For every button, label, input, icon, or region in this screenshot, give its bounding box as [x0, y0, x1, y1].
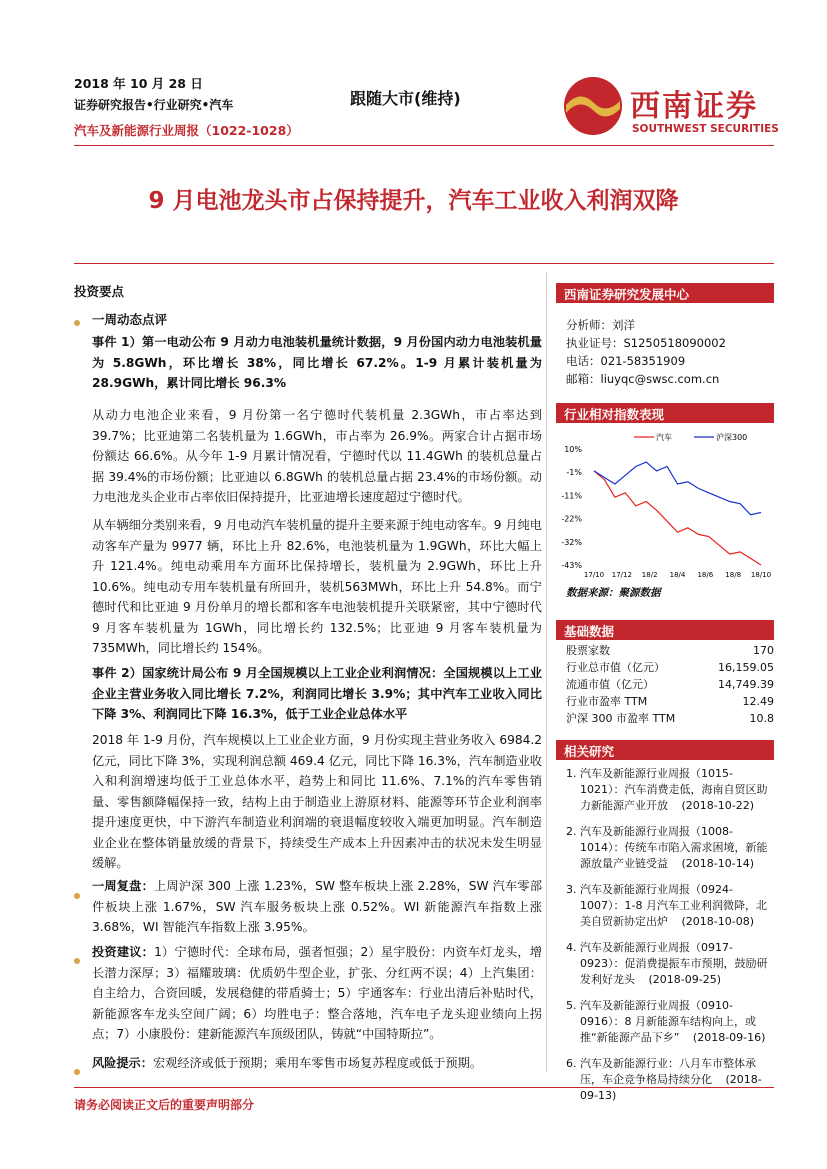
weekly-review	[92, 876, 542, 938]
event2-summary: 事件 2）国家统计局公布 9 月全国规模以上工业企业利润情况：全国规模以上工业企业主营业务收入同比增长 7.2%，利润同比增长 3.9%；其中汽车工业收入同比下降 3%、利润同比下降 16.3%，低于工业企业总体水平	[92, 666, 542, 721]
related-research-item[interactable]	[566, 998, 774, 1046]
item-number: 4.	[566, 941, 577, 954]
y-tick-label: -43%	[561, 561, 582, 570]
item-number: 3.	[566, 883, 577, 896]
basic-data-header: 基础数据	[556, 620, 774, 640]
item-date: (2018-10-22)	[681, 799, 755, 812]
investment-advice	[92, 942, 542, 1045]
related-research-list	[566, 766, 774, 1114]
section-title: 投资要点	[74, 284, 125, 299]
basic-data-key: 沪深 300 市盈率 TTM	[566, 712, 676, 725]
series-line-auto	[594, 471, 761, 565]
item-title: 汽车及新能源行业周报（1008-1014）：传统车市陷入需求困境，新能源放量产业链受益	[580, 825, 768, 870]
related-research-item[interactable]	[566, 1056, 774, 1104]
advice-text: 1）宁德时代：全球布局，强者恒强；2）星宇股份：内资车灯龙头，增长潜力深厚；3）福耀玻璃：优质奶牛型企业，扩张、分红两不误；4）上汽集团：自主给力，合资回暖，发展稳健的带盾骑士；5）宇通客车：行业出清后补贴时代，新能源客车龙头空间广阔；6）均胜电子：整合落地，汽车电子龙头迎业绩向上拐点；7）小康股份：建新能源汽车顶级团队，铸就“中国特斯拉”。	[92, 945, 543, 1041]
legend-label: 沪深300	[716, 433, 748, 442]
related-research-item[interactable]	[566, 824, 774, 872]
related-research-item[interactable]	[566, 940, 774, 988]
data-source: 数据来源：聚源数据	[566, 587, 661, 599]
item-title: 汽车及新能源行业周报（0917-0923）：促消费提振车市预期，鼓励研发利好龙头	[580, 941, 768, 986]
item-number: 5.	[566, 999, 577, 1012]
advice-label: 投资建议：	[92, 945, 155, 959]
event1-summary: 事件 1）第一电动公布 9 月动力电池装机量统计数据，9 月份国内动力电池装机量为 5.8GWh，环比增长 38%，同比增长 67.2%。1-9 月累计装机量为 28.9GWh，累计同比增长 96.3%	[92, 335, 542, 390]
y-tick-label: -1%	[566, 468, 582, 478]
phone: 电话：021-58351909	[566, 354, 686, 368]
x-tick-label: 18/10	[750, 571, 772, 579]
basic-data-value: 12.49	[742, 695, 774, 708]
series-line-hs300	[594, 462, 761, 515]
basic-data-row	[566, 642, 774, 659]
license: 执业证号：S1250518090002	[566, 336, 726, 350]
email: 邮箱：liuyqc@swsc.com.cn	[566, 372, 720, 386]
item-date: (2018-10-08)	[681, 915, 755, 928]
y-tick-label: -22%	[561, 514, 582, 524]
x-tick-label: 18/4	[669, 571, 686, 579]
rating: 跟随大市(维持)	[350, 89, 461, 108]
item-title: 汽车及新能源行业：八月车市整体承压，车企竞争格局持续分化	[580, 1057, 756, 1086]
x-tick-label: 17/12	[611, 571, 632, 579]
company-logo	[560, 73, 779, 143]
risk-warning	[92, 1053, 542, 1074]
index-header: 行业相对指数表现	[556, 403, 774, 423]
column-divider	[546, 272, 547, 1072]
related-research-header: 相关研究	[556, 740, 774, 760]
x-tick-label: 17/10	[583, 571, 605, 579]
analyst: 分析师：刘洋	[566, 318, 635, 332]
bullet-icon	[74, 884, 80, 903]
paragraph: 2018 年 1-9 月份，汽车规模以上工业企业方面，9 月份实现主营业务收入 6984.2 亿元，同比下降 3%，实现利润总额 469.4 亿元，同比下降 16.3%，汽车制造业收入和利润增速均低于工业总体水平，趋势上和同比 11.6%、7.1%的汽车零售销量、零售额降幅保持一致，结构上由于制造业上游原材料、能源等环节企业利润率提升速度更快，中下游汽车制造业利润端的衰退幅度较收入端更加明显。汽车制造业企业在整体销量放缓的背景下，持续受生产成本上升因素冲击的状况未发生明显缓解。	[92, 733, 542, 870]
risk-text: 宏观经济或低于预期；乘用车零售市场复苏程度或低于预期。	[152, 1056, 482, 1070]
basic-data-key: 行业总市值（亿元）	[566, 661, 665, 674]
basic-data-row	[566, 693, 774, 710]
logo-cn-text: 西南证券	[630, 89, 758, 124]
paragraph: 从动力电池企业来看，9 月份第一名宁德时代装机量 2.3GWh，市占率达到 39.7%；比亚迪第二名装机量为 1.6GWh，市占率为 26.9%。两家合计占据市场份额达 66.6%。从今年 1-9 月累计情况看，宁德时代以 11.4GWh 的装机总量占据 39.4%的市场份额；比亚迪以 6.8GWh 的装机总量占据 23.4%的市场份额。动力电池龙头企业市占率依旧保持提升，比亚迪增长速度超过宁德时代。	[92, 408, 542, 504]
basic-data-value: 10.8	[749, 712, 774, 725]
item-number: 1.	[566, 767, 577, 780]
divider	[74, 145, 774, 146]
related-research-item[interactable]	[566, 766, 774, 814]
item-date: (2018-09-13)	[580, 1073, 762, 1102]
logo-en-text: SOUTHWEST SECURITIES	[632, 123, 779, 135]
divider	[74, 263, 774, 264]
logo-icon	[562, 75, 624, 137]
basic-data-row	[566, 710, 774, 727]
page-title: 9 月电池龙头市占保持提升，汽车工业收入利润双降	[148, 188, 679, 214]
related-research-item[interactable]	[566, 882, 774, 930]
report-type: 证券研究报告•行业研究•汽车	[74, 98, 234, 112]
bullet-icon	[74, 949, 80, 968]
basic-data-value: 16,159.05	[718, 661, 774, 674]
basic-data-key: 流通市值（亿元）	[566, 678, 654, 691]
divider	[74, 1087, 774, 1088]
report-name: 汽车及新能源行业周报（1022-1028）	[74, 123, 299, 138]
research-center-header: 西南证券研究发展中心	[556, 283, 774, 303]
legend-label: 汽车	[656, 433, 672, 442]
basic-data-value: 14,749.39	[718, 678, 774, 691]
item-date: (2018-10-14)	[681, 857, 755, 870]
bullet-icon	[74, 1060, 80, 1079]
paragraph: 从车辆细分类别来看，9 月电动汽车装机量的提升主要来源于纯电动客车。9 月纯电动客车产量为 9977 辆，环比上升 82.6%，电池装机量为 1.9GWh，环比大幅上升 121.4%。纯电动乘用车方面环比保持增长，装机量为 2.9GWh，环比上升 10.6%。纯电动专用车装机量有所回升，装机563MWh，环比上升 54.8%。而宁德时代和比亚迪 9 月份单月的增长都和客车电池装机提升关联紧密，其中宁德时代 9 月客车装机量为 1GWh，同比增长约 132.5%；比亚迪 9 月客车装机量为 735MWh，同比增长约 154%。	[92, 518, 542, 655]
relative-index-chart	[556, 425, 776, 585]
review-label: 一周复盘：	[92, 879, 154, 893]
item-number: 2.	[566, 825, 577, 838]
item-title: 汽车及新能源行业周报（0924-1007）：1-8 月汽车工业利润微降，北美自贸新协定出炉	[580, 883, 767, 928]
analyst-info	[566, 316, 774, 388]
item-title: 汽车及新能源行业周报（0910-0916）：8 月新能源车结构向上，或推“新能源产品下乡”	[580, 999, 756, 1044]
bullet-heading: 一周动态点评	[92, 312, 168, 327]
basic-data-key: 行业市盈率 TTM	[566, 695, 648, 708]
basic-data-table	[566, 642, 774, 727]
risk-label: 风险提示：	[92, 1056, 153, 1070]
basic-data-key: 股票家数	[566, 644, 610, 657]
x-tick-label: 18/6	[697, 571, 714, 579]
review-text: 上周沪深 300 上涨 1.23%，SW 整车板块上涨 2.28%，SW 汽车零部件板块上涨 1.67%，SW 汽车服务板块上涨 0.52%。WI 新能源汽车指数上涨 3.68%，WI 智能汽车指数上涨 3.95%。	[92, 879, 543, 934]
y-tick-label: -11%	[561, 491, 582, 501]
y-tick-label: -32%	[561, 537, 582, 547]
report-date: 2018 年 10 月 28 日	[74, 76, 203, 91]
bullet-icon	[74, 311, 80, 330]
basic-data-row	[566, 659, 774, 676]
item-title: 汽车及新能源行业周报（1015-1021）：汽车消费走低，海南自贸区助力新能源产业开放	[580, 767, 768, 812]
y-tick-label: 10%	[564, 445, 582, 454]
basic-data-row	[566, 676, 774, 693]
item-number: 6.	[566, 1057, 577, 1070]
basic-data-value: 170	[753, 644, 774, 657]
footer-disclaimer: 请务必阅读正文后的重要声明部分	[74, 1098, 255, 1112]
item-date: (2018-09-16)	[692, 1031, 766, 1044]
x-tick-label: 18/2	[641, 571, 658, 579]
x-tick-label: 18/8	[725, 571, 742, 579]
item-date: (2018-09-25)	[648, 973, 722, 986]
